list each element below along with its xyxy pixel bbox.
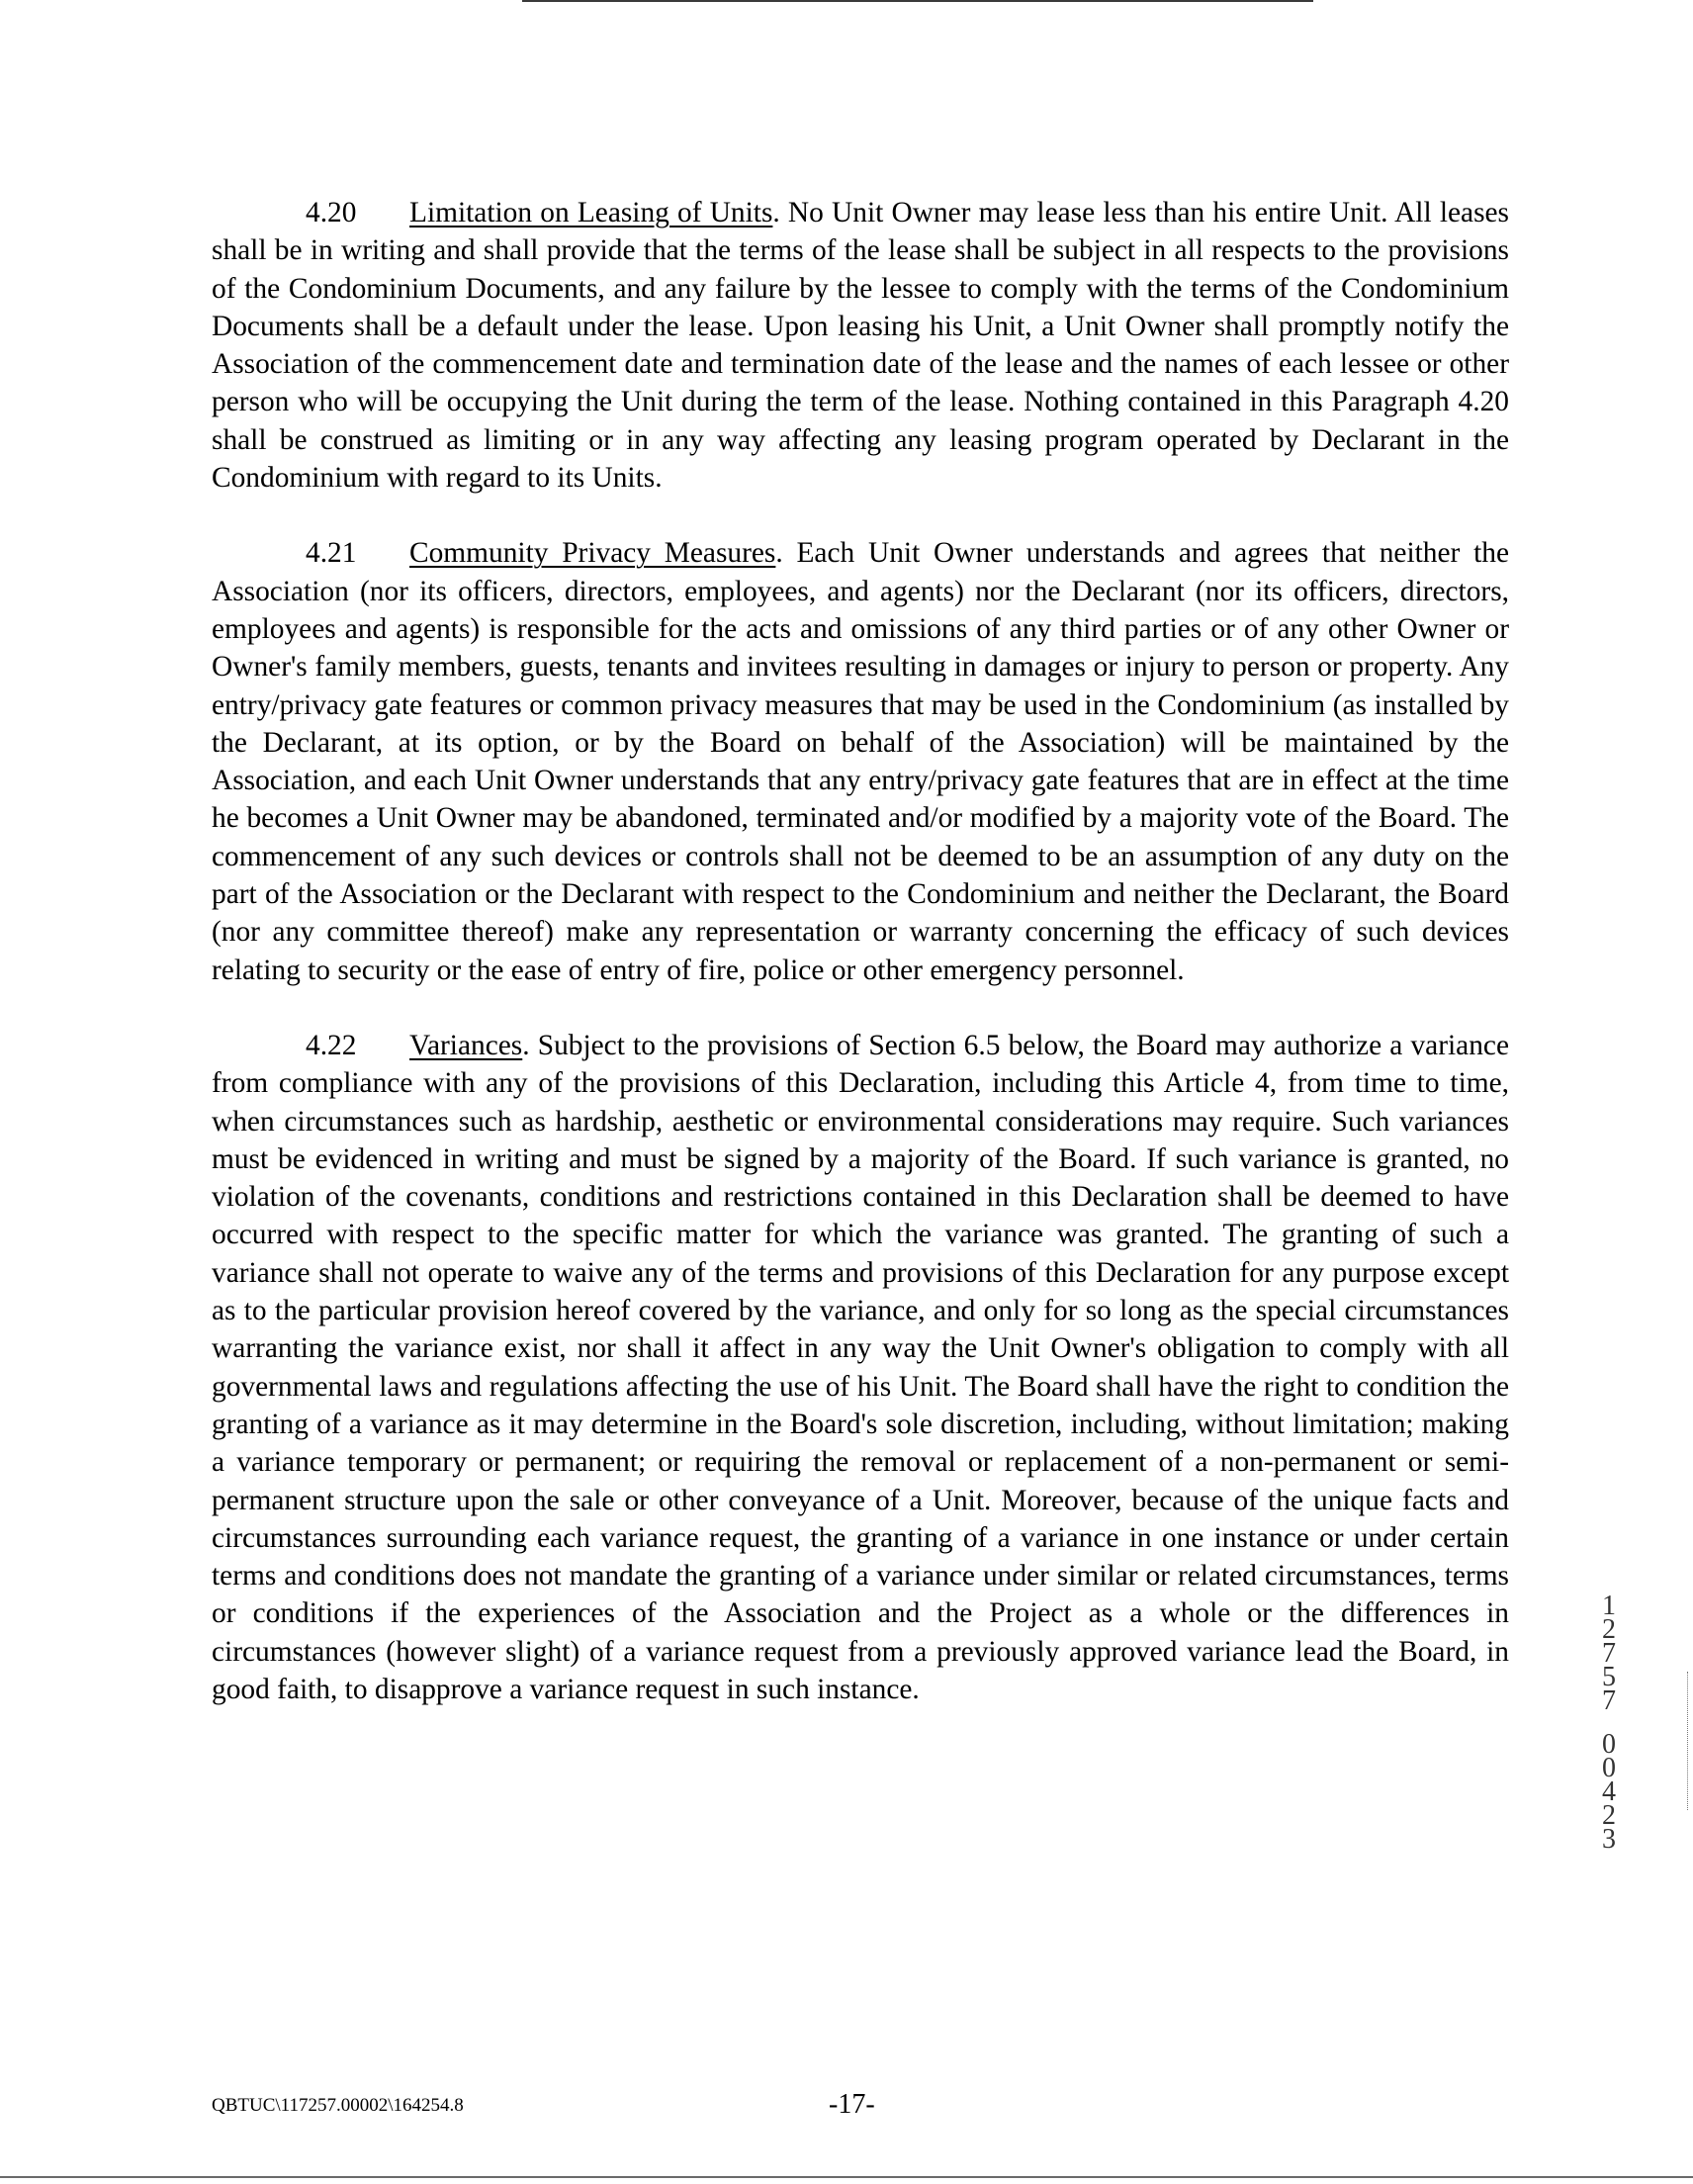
stamp-digit: 1 bbox=[1602, 1591, 1616, 1621]
stamp-digit: 3 bbox=[1602, 1824, 1616, 1855]
section-number: 4.21 bbox=[306, 537, 357, 570]
section-title: Limitation on Leasing of Units bbox=[409, 197, 773, 228]
scan-edge-bottom bbox=[0, 2176, 1693, 2178]
page-number: -17- bbox=[829, 2089, 875, 2120]
stamp-digit: 4 bbox=[1602, 1776, 1616, 1807]
stamp-digit: 0 bbox=[1602, 1729, 1616, 1760]
recording-stamp-number bbox=[1594, 1591, 1624, 1855]
stamp-digit: 7 bbox=[1602, 1638, 1616, 1669]
section-title: Variances bbox=[409, 1029, 523, 1061]
section-text: . No Unit Owner may lease less than his entire Unit. All leases shall be in writing and shall provide that the terms of the lease shall be subject in all respects to the provisions of the Condominium Documents, and any failure by the lessee to comply with the terms of the Condominium Documents shall be a default under the lease. Upon leasing his Unit, a Unit Owner shall promptly notify the Association of the commencement date and termination date of the lease and the names of each lessee or other person who will be occupying the Unit during the term of the lease. Nothing contained in this Paragraph 4.20 shall be construed as limiting or in any way affecting any leasing program operated by Declarant in the Condominium with regard to its Units. bbox=[212, 197, 1509, 495]
stamp-digit: 0 bbox=[1602, 1753, 1616, 1783]
section-text: . Each Unit Owner understands and agrees that neither the Association (nor its officers, directors, employees, and agents) nor the Declarant (nor its officers, directors, employees and agents) is responsible for the acts and omissions of any third parties or of any other Owner or Owner's family members, guests, tenants and invitees resulting in damages or injury to person or property. Any entry/privacy gate features or common privacy measures that may be used in the Condominium (as installed by the Declarant, at its option, or by the Board on behalf of the Association) will be maintained by the Association, and each Unit Owner understands that any entry/privacy gate features that are in effect at the time he becomes a Unit Owner may be abandoned, terminated and/or modified by a majority vote of the Board. The commencement of any such devices or controls shall not be deemed to be an assumption of any duty on the part of the Association or the Declarant with respect to the Condominium and neither the Declarant, the Board (nor any committee thereof) make any representation or warranty concerning the efficacy of such devices relating to security or the ease of entry of fire, police or other emergency personnel. bbox=[212, 537, 1510, 986]
section-title: Community Privacy Measures bbox=[409, 537, 776, 570]
stamp-digit: 7 bbox=[1602, 1685, 1616, 1716]
document-body bbox=[212, 194, 1509, 1746]
stamp-digit: 2 bbox=[1602, 1800, 1616, 1831]
section-4-20 bbox=[212, 194, 1509, 497]
stamp-digit: 2 bbox=[1602, 1614, 1616, 1645]
stamp-digit: 5 bbox=[1602, 1662, 1616, 1692]
scan-edge-top bbox=[522, 0, 1313, 2]
scan-edge-right bbox=[1687, 1672, 1689, 1810]
section-number: 4.22 bbox=[306, 1029, 357, 1061]
section-number: 4.20 bbox=[306, 197, 357, 228]
section-text: . Subject to the provisions of Section 6.5 below, the Board may authorize a variance from compliance with any of the provisions of this Declaration, including this Article 4, from time to time, when circumstances such as hardship, aesthetic or environmental considerations may require. Such variances must be evidenced in writing and must be signed by a majority of the Board. If such variance is granted, no violation of the covenants, conditions and restrictions contained in this Declaration shall be deemed to have occurred with respect to the specific matter for which the variance was granted. The granting of such a variance shall not operate to waive any of the terms and provisions of this Declaration for any purpose except as to the particular provision hereof covered by the variance, and only for so long as the special circumstances warranting the variance exist, nor shall it affect in any way the Unit Owner's obligation to comply with all governmental laws and regulations affecting the use of his Unit. The Board shall have the right to condition the granting of a variance as it may determine in the Board's sole discretion, including, without limitation; making a variance temporary or permanent; or requiring the removal or replacement of a non-permanent or semi-permanent structure upon the sale or other conveyance of a Unit. Moreover, because of the unique facts and circumstances surrounding each variance request, the granting of a variance in one instance or under certain terms and conditions does not mandate the granting of a variance under similar or related circumstances, terms or conditions if the experiences of the Association and the Project as a whole or the differences in circumstances (however slight) of a variance request from a previously approved variance lead the Board, in good faith, to disapprove a variance request in such instance. bbox=[212, 1029, 1509, 1705]
document-reference: QBTUC\117257.00002\164254.8 bbox=[212, 2095, 464, 2116]
section-4-21 bbox=[212, 534, 1509, 989]
section-4-22 bbox=[212, 1027, 1509, 1708]
